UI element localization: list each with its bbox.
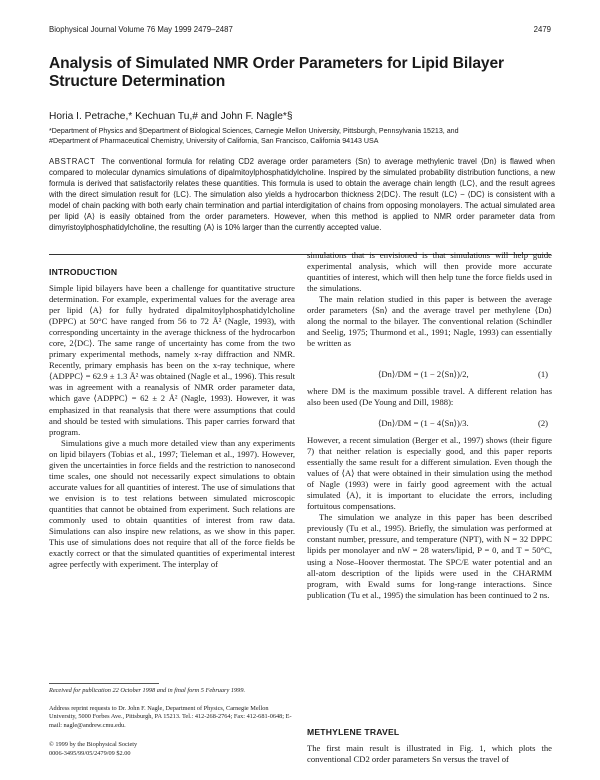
- right-paragraph-5: The simulation we analyze in this paper has been described previously (Tu et al., 1995). Briefly, the simulation was performed at constant number, pressure, and temperature (NPT), with N = 32 DPPC lipids per monolayer and nW = 28 waters/lipid, P = 0, and T = 50°C, using a Nose–Hoover thermostat. The SPC/E water potential and an all-atom description of the lipids were used in the CHARMM program, with Ewald sums for long-range interactions. Since publication (Tu et al., 1995) the simulation has been continued to 2 ns.: [307, 512, 552, 600]
- footnote-code: 0006-3495/99/05/2479/09 $2.00: [49, 750, 131, 757]
- page-number: 2479: [533, 25, 551, 34]
- affiliation-line-2: #Department of Pharmaceutical Chemistry, University of California, San Francisco, California 94143 USA: [49, 137, 379, 145]
- right-paragraph-4: However, a recent simulation (Berger et al., 1997) shows (their figure 7) that neither relation is especially good, and this paper reports essentially the same result for a different simulation. Even though the values of ⟨A⟩ that were obtained in their simulation using the method of Nagle (1993) were in fairly good agreement with the actual simulated ⟨A⟩, it is important to elucidate the errors, including fortuitous compensations.: [307, 435, 552, 512]
- right-column-mid-1: [307, 386, 552, 408]
- affiliations: [49, 126, 554, 146]
- right-paragraph-3: where DM is the maximum possible travel. A different relation has also been used (De Young and Dill, 1988):: [307, 386, 552, 408]
- title-line-1: Analysis of Simulated NMR Order Parameters for Lipid Bilayer: [49, 55, 505, 72]
- equation-1: ⟨Dn⟩/DM = (1 − 2⟨Sn⟩)/2,: [378, 369, 469, 379]
- title-line-2: Structure Determination: [49, 72, 226, 90]
- right-column-top: [307, 250, 552, 349]
- footnote-received: Received for publication 22 October 1998 and in final form 5 February 1999.: [49, 687, 246, 694]
- equation-1-number: (1): [538, 369, 549, 379]
- intro-paragraph-1: Simple lipid bilayers have been a challenge for quantitative structure determination. For example, experimental values for the average area per lipid ⟨A⟩ for fully hydrated dipalmitoylphosphatidylcholine (DPPC) at 50°C have ranged from 56 to 72 Å² (Nagle, 1993), with corresponding uncertainty in the average thickness of the hydrocarbon core, 2⟨DC⟩. The same range of uncertainty has come from the two primary experimental methods, namely x-ray diffraction and NMR. Recently, primary emphasis has been on the x-ray technique, where ⟨ADPPC⟩ = 62.9 ± 1.3 Å² was obtained (Nagle et al., 1996). This result was in agreement with a reanalysis of NMR order parameter data, which gave ⟨ADPPC⟩ = 62 ± 2 Å² (Nagle, 1993). However, it was emphasized in that reanalysis that there were assumptions that could and should be tested with simulations. This paper carries forward that program.: [49, 283, 295, 437]
- author-list: Horia I. Petrache,* Kechuan Tu,# and John F. Nagle*§: [49, 111, 293, 122]
- footnote-reprint: Address reprint requests to Dr. John F. Nagle, Department of Physics, Carnegie Mellon University, 5000 Forbes Ave., Pittsburgh, PA 15213. Tel.: 412-268-2764; Fax: 412-681-0648; E-mail: nagle@andrew.cmu.edu.: [49, 705, 292, 729]
- right-paragraph-1: simulations that is envisioned is that simulations will help guide experimental analysis, which will then provide more accurate quantities of interest, which will then help tune the force fields used in the simulations.: [307, 250, 552, 294]
- left-column: [49, 283, 295, 570]
- footnote-divider: [49, 683, 159, 684]
- equation-2-number: (2): [538, 418, 549, 428]
- right-paragraph-6: The first main result is illustrated in Fig. 1, which plots the conventional CD2 order parameters Sn versus the travel of: [307, 743, 552, 765]
- paper-title: [49, 55, 549, 90]
- footnote-copyright: © 1999 by the Biophysical Society: [49, 741, 138, 748]
- equation-2: ⟨Dn⟩/DM = (1 − 4⟨Sn⟩)/3.: [378, 418, 469, 428]
- affiliation-line-1: *Department of Physics and §Department of Biological Sciences, Carnegie Mellon University, Pittsburgh, Pennsylvania 15213, and: [49, 127, 459, 135]
- running-header: [49, 25, 551, 34]
- right-paragraph-2: The main relation studied in this paper is between the average order parameters ⟨Sn⟩ and the average travel per methylene ⟨Dn⟩ along the normal to the bilayer. The conventional relation (Schindler and Seelig, 1975; Thurmond et al., 1991; Nagle, 1993) can essentially be written as: [307, 294, 552, 349]
- right-column-mid-2: [307, 435, 552, 601]
- section-heading-introduction: INTRODUCTION: [49, 267, 118, 277]
- abstract-text: The conventional formula for relating CD2 average order parameters ⟨Sn⟩ to average methylenic travel ⟨Dn⟩ is flawed when compared to molecular dynamics simulations of dipalmitoylphosphatidylcholine. Inspired by the simulated probability distribution functions, a new formula is derived that satisfactorily relates these quantities. This formula is used to obtain the average chain length ⟨LC⟩, and the result agrees with the direct simulation result for ⟨LC⟩. The simulation also yields a hydrocarbon thickness 2⟨DC⟩. The result ⟨LC⟩ − ⟨DC⟩ is consistent with a model of chain packing with both early chain termination and partial interdigitation of chains from opposing monolayers. The actual simulated area per lipid ⟨A⟩ is easily obtained from the order parameters. However, when this method is applied to NMR order parameter data from dimyristoylphosphatidylcholine, the resulting ⟨A⟩ is 10% larger than the currently accepted value.: [49, 157, 555, 232]
- right-column-bottom: [307, 743, 552, 765]
- section-heading-methylene-travel: METHYLENE TRAVEL: [307, 727, 400, 737]
- abstract-label: ABSTRACT: [49, 157, 96, 166]
- abstract: [49, 156, 555, 233]
- journal-citation: Biophysical Journal Volume 76 May 1999 2479–2487: [49, 25, 233, 34]
- intro-paragraph-2: Simulations give a much more detailed view than any experiments on lipid bilayers (Tobias et al., 1997; Tieleman et al., 1997). However, given the uncertainties in force fields and the restriction to nanosecond time scales, one should not necessarily expect simulations to obtain accurate values for all quantities of interest. The use of simulations that we envision is to test relations between simulated microscopic quantities that cannot be obtained from experiment. Such relations are commonly used to obtain quantities of interest from raw data. Simulations can also inspire new relations, as we show in this paper. This use of simulations does not require that all of the force fields be exactly correct or that the simulated quantities of experimental interest agree perfectly with experiment. The interplay of: [49, 437, 295, 570]
